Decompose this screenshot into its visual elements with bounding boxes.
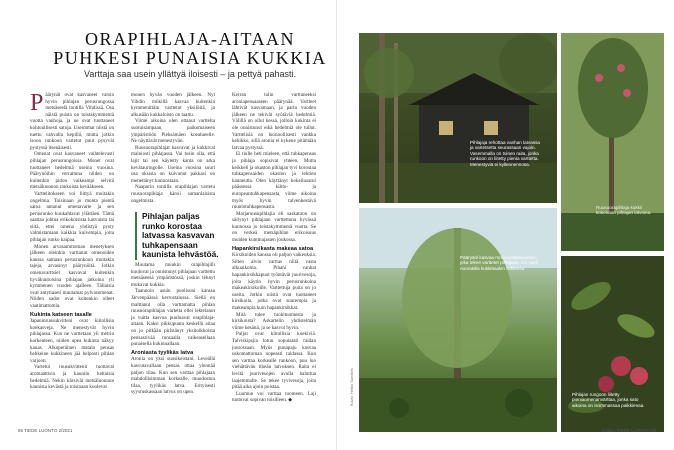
paragraph: Luumun voi varttaa tuomeen. Laji tuntuvat sopivan toisilleen. ◆ — [232, 390, 316, 404]
paragraph: Kirsikoiden kanssa oli paljon vaikeuksia. Silten alvin varttas niitä vasta alkuaikoina. Pihani vanhat hapankirsikkapuut työntävät juurivesoja, joita käytin hyvin perusrunkoina makeakirsikoille. Varttettuja puita on jo useita. Jotkin niistä ovat tuottaneet kirsikoita, jotka ovat suurempia ja makeampia kuin hapankirsikkat. — [232, 252, 316, 311]
ground — [561, 213, 664, 251]
photo-tree-illustration — [561, 33, 664, 251]
paragraph: Muutama muukin orapihlajilli kuuluvat ja onnistunyt pihlajaan varttettu metsäseesä ympäristössä, joskin tehnyt mukavat kukkia. — [131, 262, 215, 288]
paragraph: Viime aikoina olen ottanut varttelta suotuisampaan, paikomaiseen ympäristöön Pieksämäen koealueelle. Ne näyttävät menestyvän. — [131, 118, 215, 145]
apple — [611, 356, 631, 376]
pullquote: Pihlajan paljas runko korostaa latvassa kasvavan tuhkapensaan kaunista lehvästöä. — [135, 212, 220, 260]
ground-greenery — [359, 163, 557, 203]
footer-left: 66 TIEDE LUONTO 2/2021 — [18, 428, 73, 433]
paragraph: Varttelitokseen voi liittyä muitakin ongelmia. Toisinaan jo monta pientä satoa antanut omenavarte ja sen perusrunko kuukahtavat yllättäen. Tämä saattaa johtua erikokoisista kasvuista tai siitä, ettei omena yhdistyä pysty valmistamaan kaikkia kuivempia, joita pihlajan runko kaipaa. — [30, 190, 114, 244]
footer-right: 2/2021 TIEDE LUONTO 55 — [601, 428, 656, 433]
caption-apples: Pihlajan rungoon liitetty pieniaomenanvärttaa, jonka sato aikoina on isommassaa palkkienaa. — [572, 392, 645, 408]
photo-cabin-garden — [359, 33, 557, 203]
article-subtitle: Varttaja saa usein yllättyä iloisesti – ja pettyä pahasti. — [84, 69, 296, 79]
caption-pear-tree: Pääryänl kasvaa monivuotaitaseksen, joka tekee varttetet pihlajaan. On vaeli nuorakilla kukkittaakin kukkinsa. — [460, 255, 538, 271]
paragraph: Aronia on yksi suosikeistani. Leveällä kasvutavallaan pensas ottaa ylennää paljon tilaa. Kun sen varttaa pihlajaan mahdollisimman korkealle, muodostuu tilaa, tyylikäs latva. Erityisesti syysruskassaan latvus on upea. — [131, 356, 215, 396]
cabin-window — [484, 121, 498, 135]
paragraph: Ei tiulle heti mieleen, että tuhkapensas ja pihlaja sopisivat yhteen. Mutta keikkeli ja okaston pihlajan tyvi korostaa tuhkapensaiden okaston ja lehtien kauneutta. Olen käyttänyt kokeilusarni päässessa kiltto- ja europeantuhkapensasta, viime aikoina myös hyvin talvenkestävä ruuntotuhkapensasta. — [232, 151, 316, 211]
paragraph: Ruusuorapihlajat kasvavat ja kukkivat mainiosti pihlajassa. Vai tosin olla, että lajit tai sen käytetty kanta on arka kevätauringolle. Useina vuosina suuri osa oksista on kuivunut pakkasi on menettänyt kunnostaan. — [131, 144, 215, 184]
photo-cabin-illustration — [359, 33, 557, 203]
paragraph-text: äärynät ovat kasvaneet varsin hyvin pihlajan perusrungossa metsäseelä tontilla Vihdissä. Osa näistä puista on toistakymmentä vuotta vanhoja, ja ne ovat tuottaneet kohtuullisesti satoja. Useimmat niistä on tuettu vahvalla kepillä, mutta jotkin isoon runkoon vartetut puut pysyvät pystyssä itsenäisesti. — [30, 92, 114, 151]
subheading: Kukinta katseen tasalle — [30, 311, 92, 318]
shrub — [389, 398, 409, 418]
apple — [598, 376, 614, 392]
apple — [630, 367, 648, 385]
paragraph: Mitä tulee tuohituomesta ja kirsikoista? Askartelin yhdistelmän viime kesänä, ja se kasvoi hyvin. — [232, 311, 316, 331]
tree-crown — [578, 38, 648, 138]
photo-credit: Kuvat: Heikki Sarvikes — [350, 368, 354, 406]
paragraph: Japaninruusukvitteni ovat kiitollisia koekasveja. Ne menestyvät hyvin pihlajassa. Kun ne varttetaan yli metrin korkeuteen, niiden upea kukinta näkyy kauas. Alkuperäinen matala pensas hehkeine kukkineen jää helposti pihlan varjoon. — [30, 318, 114, 364]
paragraph: Paljut ovat kiitollisia koekiviä. Talviskipsjia lotuu sopuisasti raidan juurossaan. Myös punapaju kasvaa uskomattoman nopeasti raidassa. Kun sen varttaa korkealle runkoon, puu luo viehättävän tiheän latvuksen. Raita ei levitä juurivesojen avulla haluttua laajemmalle. Se tekee tyvivesoja, joita pitää aika ajoin poistaa. — [232, 331, 316, 391]
flower — [595, 74, 603, 82]
paragraph: Kerran tulin varttaneeksi aroniapensaaseen päärynää. Vartteet lähtivät kasvamaan, ja parin vuoden jälkeen ne tekivät syötäviä hedelmiä. Välillä on ollut kessä, jolloin kukinta ei ole onnistunut eikä hedelmiä ole tullut. Varttelisiä on luonnollisesti vankka kehikko, sillä aronia ei kykene pitämään latvaa pystyssä. — [232, 92, 316, 151]
caption-tall-tree: Ruusuorapihlaja kukkii kokonaan pihlajan latvoina. — [596, 205, 652, 216]
photo-pear-illustration — [359, 208, 557, 432]
flower — [617, 64, 625, 72]
paragraph: Marjaruusupihlajia eli saskatoon on säilynyt pihlajaan varttettuna hyvässä kunnossa jo toistakymmentä vuotta. Se on verkeä metsäpihlan erikoisuus muiden kummajasten joukossa. — [232, 210, 316, 244]
foliage — [364, 48, 414, 98]
title-line-2: PUHKESI PUNAISIA KUKKIA — [53, 48, 327, 68]
article-title — [40, 30, 340, 68]
subheading: Aroniasta tyylikäs latva — [131, 349, 194, 356]
paragraph — [30, 92, 114, 151]
subheading: Hapankirsikasta makeaa satoa — [232, 245, 314, 252]
flower — [623, 89, 631, 97]
dropcap: P — [30, 92, 44, 116]
tree-crown — [402, 228, 512, 368]
shrub — [505, 389, 533, 417]
paragraph: Omenat ovat kasvaneet vaihtelevasti pihlajan perusrungoissa. Monet ovat tuottaneet hedelmiä useina vuosina. Päärynöihin verrattuna niiden on kuitenkin pidon vaikeampi selvitä metsäluonnon rankoista kevääkseen. — [30, 151, 114, 191]
caption-cabin: Pihlajaja rehottaa vanhan latvassa ja vartetsetta seurassaan vajoin. Vasemmalla on toinen raita, jonka runkoon on liitetty pienia varttetta. Menestyviä ei kyllennennosa. — [470, 140, 540, 167]
text-column-1 — [30, 92, 114, 410]
paragraph: Monen arvasammoman menetyksen jälkeen oleinkin varttanut omenoiden kanssa samaan perusrunkoon muitakin tajeja, arvasinyt päärynöitä. Jotkin omenavarttsiet kasvavat kuitenkin hyväkuntoisina pihlajan jatkoina yli kymmenen vuoden ajalleen. Tällaisia ovat antytiaseti muutamat pylvasomenat. Niiden sadot ovat kuitenkin olleet vaatimattomia. — [30, 243, 114, 309]
paragraph: Taannoin asuin puolisoni kanssa Järvenpäässä kerrostalossa. Siellä en malttanut olla varttamatta pihlan ruusuorapihlajan vartetta ellei lektelanut ja vuitta kasvua puuluavat orapihlaja-aitaan. Kaksi pikkupuuta keskellä aitaa on jo pitkään piristänyt yksitoikkoista pensasrivää runsaalla vaikeasellaan punaisella kukinnallaan. — [131, 288, 215, 348]
paragraph: Vartetut ruusukvittenit tuottavat aromaattisia ja kauniin keltaisia hedelmiä. Nekin kärsivät metsäluonnon kaunista kevästä ja toisinaan kuolevat — [30, 364, 114, 391]
photo-tall-tree — [561, 33, 664, 251]
paragraph: Naapurin tontilla orapihlajan vartetu ruusuorapihlaja kärsii samanlaisista ongelmista. — [131, 184, 215, 204]
photo-pear-tree — [359, 208, 557, 432]
cabin-window — [439, 121, 453, 135]
text-column-3 — [232, 92, 316, 410]
paragraph: monen hyvän vuoden jälkeen. Nyt Vihdin mökillä kasvaa kuitenkin kymmenittäin varttetut yksilöitä, ja alkusään kukkaloisto on taattu. — [131, 92, 215, 118]
foliage — [499, 33, 557, 93]
title-line-1: ORAPIHLAJA-AITAAN — [84, 29, 296, 49]
